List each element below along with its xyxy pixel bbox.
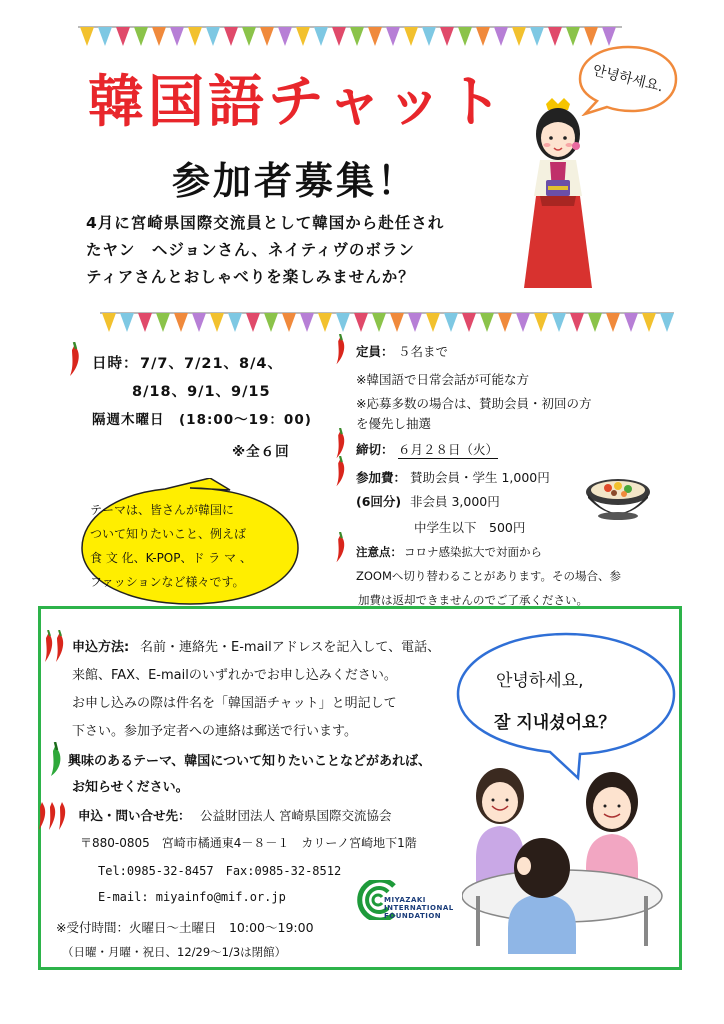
page-subtitle: 参加者募集！ bbox=[172, 159, 419, 203]
bunting-flag bbox=[512, 27, 526, 46]
theme-line: 食 文 化、K-POP、ド ラ マ 、 bbox=[90, 551, 252, 565]
intro-text bbox=[86, 210, 486, 291]
bunting-flag bbox=[372, 313, 386, 332]
bunting-flag bbox=[354, 313, 368, 332]
bunting-flag bbox=[660, 313, 674, 332]
notice-line: ZOOMへ切り替わることがあります。その場合、参 bbox=[356, 569, 621, 583]
contact-org: 公益財団法人 宮崎県国際交流協会 bbox=[200, 808, 392, 823]
green-pepper-icon bbox=[46, 742, 66, 778]
page-title: 韓国語チャット bbox=[88, 70, 507, 135]
bunting-flag bbox=[408, 313, 422, 332]
deadline-label: 締切： bbox=[356, 442, 394, 457]
capacity-value: ５名まで bbox=[398, 344, 449, 359]
fee-line: 賛助会員・学生 1,000円 bbox=[410, 470, 550, 485]
bunting-flag bbox=[444, 313, 458, 332]
fee-line: 非会員 3,000円 bbox=[410, 494, 500, 509]
greeting-bubble-text: 안녕하세요. bbox=[590, 62, 665, 96]
chili-pepper-icon bbox=[36, 800, 72, 832]
theme-line: ファッションなど様々です。 bbox=[90, 575, 245, 589]
bunting-flag bbox=[152, 27, 166, 46]
foundation-logo-text bbox=[384, 896, 454, 920]
notice-line: コロナ感染拡大で対面から bbox=[404, 545, 542, 559]
bunting-flag bbox=[192, 313, 206, 332]
bunting-flag bbox=[116, 27, 130, 46]
bunting-flag bbox=[386, 27, 400, 46]
bunting-flag bbox=[440, 27, 454, 46]
bunting-flag bbox=[642, 313, 656, 332]
bunting-flag bbox=[498, 313, 512, 332]
bunting-flag bbox=[210, 313, 224, 332]
closed-days: （日曜・月曜・祝日、12/29～1/3は閉館） bbox=[62, 945, 287, 959]
bunting-flag bbox=[188, 27, 202, 46]
bunting-flag bbox=[426, 313, 440, 332]
chili-pepper-icon bbox=[42, 630, 68, 664]
bunting-flag bbox=[516, 313, 530, 332]
intro-line: ティアさんとおしゃべりを楽しみませんか？ bbox=[86, 268, 415, 286]
people-chatting-illustration bbox=[462, 758, 680, 954]
korean-bubble-line1: 안녕하세요, bbox=[496, 671, 584, 691]
bunting-flag bbox=[278, 27, 292, 46]
bunting-flag bbox=[530, 27, 544, 46]
bunting-flag bbox=[98, 27, 112, 46]
bunting-flag bbox=[588, 313, 602, 332]
capacity-label: 定員： bbox=[356, 344, 394, 359]
bunting-flag bbox=[332, 27, 346, 46]
method-line: お申し込みの際は件名を「韓国語チャット」と明記して bbox=[72, 696, 397, 711]
interest-line: お知らせください。 bbox=[72, 780, 189, 795]
deadline-value: ６月２８日（火） bbox=[398, 442, 499, 457]
chili-pepper-icon bbox=[332, 334, 348, 366]
bunting-flag bbox=[170, 27, 184, 46]
bunting-flag bbox=[606, 313, 620, 332]
bunting-flag bbox=[224, 27, 238, 46]
bunting-flag bbox=[134, 27, 148, 46]
bunting-flag bbox=[282, 313, 296, 332]
method-line: 来館、FAX、E-mailのいずれかでお申し込みください。 bbox=[72, 668, 397, 683]
schedule-weekday: 隔週木曜日 (18:00～19：00) bbox=[92, 412, 312, 428]
bunting-flag bbox=[206, 27, 220, 46]
bunting-flag bbox=[242, 27, 256, 46]
bunting-flag bbox=[368, 27, 382, 46]
theme-line: ついて知りたいこと、例えば bbox=[90, 527, 247, 541]
bunting-flag bbox=[260, 27, 274, 46]
bunting-flag bbox=[480, 313, 494, 332]
bunting-flag bbox=[314, 27, 328, 46]
fee-count: (6回分) bbox=[356, 494, 402, 509]
method-label: 申込方法: bbox=[72, 640, 130, 655]
bunting-flag bbox=[336, 313, 350, 332]
bunting-flag bbox=[246, 313, 260, 332]
bunting-flag bbox=[120, 313, 134, 332]
chili-pepper-icon bbox=[332, 456, 348, 488]
bunting-flag bbox=[552, 313, 566, 332]
notice-label: 注意点： bbox=[356, 545, 402, 559]
bunting-flag bbox=[318, 313, 332, 332]
interest-line: 興味のあるテーマ、韓国について知りたいことなどがあれば、 bbox=[68, 754, 431, 769]
theme-line: テーマは、皆さんが韓国に bbox=[90, 503, 235, 517]
capacity-note: ※応募多数の場合は、賛助会員・初回の方 bbox=[356, 396, 592, 411]
intro-line: 4月に宮崎県国際交流員として韓国から赴任され bbox=[86, 214, 445, 232]
bunting-flag bbox=[476, 27, 490, 46]
bunting-flag bbox=[570, 313, 584, 332]
bunting-flag bbox=[138, 313, 152, 332]
fee-label: 参加費： bbox=[356, 470, 407, 485]
contact-address: 〒880-0805 宮崎市橘通東4－８－１ カリーノ宮崎地下1階 bbox=[80, 836, 417, 850]
bunting-flag bbox=[548, 27, 562, 46]
korean-bubble-line2: 잘 지내셨어요？ bbox=[494, 713, 616, 733]
contact-label: 申込・問い合せ先： bbox=[78, 808, 191, 823]
contact-email: E-mail: miyainfo@mif.or.jp bbox=[98, 890, 286, 904]
schedule-dates-line1: 7/7、7/21、8/4、 bbox=[140, 356, 284, 372]
bunting-flag bbox=[174, 313, 188, 332]
bunting-flag bbox=[390, 313, 404, 332]
hanbok-girl-illustration bbox=[518, 96, 598, 292]
method-line: 下さい。参加予定者への連絡は郵送で行います。 bbox=[72, 724, 357, 739]
bunting-flag bbox=[264, 313, 278, 332]
capacity-note: ※韓国語で日常会話が可能な方 bbox=[356, 372, 529, 387]
notice-line: 加費は返却できませんのでご了承ください。 bbox=[358, 593, 588, 607]
bunting-flag bbox=[102, 313, 116, 332]
bibimbap-illustration bbox=[584, 472, 652, 522]
contact-tel-fax: Tel:0985-32-8457 Fax:0985-32-8512 bbox=[98, 864, 342, 878]
theme-bubble-text bbox=[90, 498, 290, 594]
bunting-middle bbox=[100, 310, 674, 336]
bunting-flag bbox=[228, 313, 242, 332]
reception-hours: ※受付時間：火曜日～土曜日 10:00～19:00 bbox=[56, 920, 314, 935]
chili-pepper-icon bbox=[66, 342, 82, 378]
bunting-flag bbox=[534, 313, 548, 332]
chili-pepper-icon bbox=[332, 532, 348, 564]
bunting-flag bbox=[350, 27, 364, 46]
fee-line: 中学生以下 500円 bbox=[414, 520, 526, 535]
bunting-flag bbox=[422, 27, 436, 46]
logo-line: FOUNDATION bbox=[384, 912, 442, 920]
bunting-top bbox=[78, 24, 622, 50]
capacity-note: を優先し抽選 bbox=[356, 416, 432, 431]
schedule-total: ※全６回 bbox=[232, 444, 290, 460]
logo-line: INTERNATIONAL bbox=[384, 904, 454, 912]
schedule-dates-line2: 8/18、9/1、9/15 bbox=[132, 384, 271, 400]
bunting-flag bbox=[80, 27, 94, 46]
bunting-flag bbox=[156, 313, 170, 332]
bunting-flag bbox=[300, 313, 314, 332]
bunting-flag bbox=[458, 27, 472, 46]
bunting-flag bbox=[494, 27, 508, 46]
logo-line: MIYAZAKI bbox=[384, 896, 426, 904]
method-line: 名前・連絡先・E-mailアドレスを記入して、電話、 bbox=[140, 640, 441, 655]
intro-line: たヤン ヘジョンさん、ネイティヴのボラン bbox=[86, 241, 415, 259]
schedule-label: 日時： bbox=[92, 356, 139, 372]
bunting-flag bbox=[624, 313, 638, 332]
bunting-flag bbox=[296, 27, 310, 46]
bunting-flag bbox=[404, 27, 418, 46]
bunting-flag bbox=[462, 313, 476, 332]
